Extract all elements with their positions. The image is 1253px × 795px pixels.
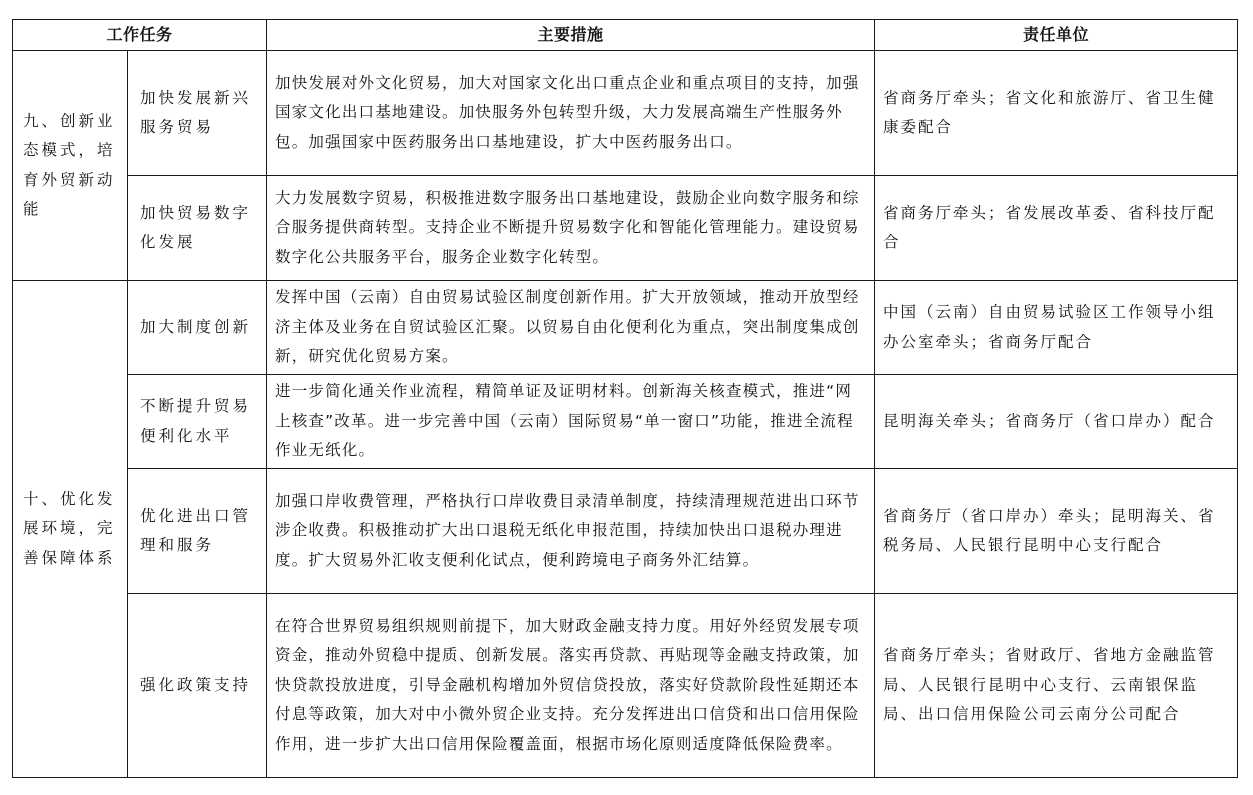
unit-cell: 昆明海关牵头；省商务厅（省口岸办）配合: [875, 375, 1238, 469]
unit-cell: 省商务厅（省口岸办）牵头；昆明海关、省税务局、人民银行昆明中心支行配合: [875, 469, 1238, 594]
measure-cell: 加强口岸收费管理，严格执行口岸收费目录清单制度，持续清理规范进出口环节涉企收费。积极推动扩大出口退税无纸化申报范围，持续加快出口退税办理进度。扩大贸易外汇收支便利化试点，便利跨境电子商务外汇结算。: [267, 469, 875, 594]
unit-cell: 省商务厅牵头；省文化和旅游厅、省卫生健康委配合: [875, 51, 1238, 176]
measure-cell: 大力发展数字贸易，积极推进数字服务出口基地建设，鼓励企业向数字服务和综合服务提供商转型。支持企业不断提升贸易数字化和智能化管理能力。建设贸易数字化公共服务平台，服务企业数字化转型。: [267, 176, 875, 281]
subtask-cell: 不断提升贸易便利化水平: [128, 375, 267, 469]
subtask-cell: 强化政策支持: [128, 594, 267, 778]
table-row: [13, 375, 1238, 469]
subtask-cell: 加快贸易数字化发展: [128, 176, 267, 281]
table-row: [13, 469, 1238, 594]
header-unit: 责任单位: [875, 20, 1238, 51]
measure-cell: 进一步简化通关作业流程，精简单证及证明材料。创新海关核查模式，推进“网上核查”改革。进一步完善中国（云南）国际贸易“单一窗口”功能，推进全流程作业无纸化。: [267, 375, 875, 469]
subtask-cell: 加大制度创新: [128, 281, 267, 375]
subtask-cell: 加快发展新兴服务贸易: [128, 51, 267, 176]
task-cell: 十、优化发展环境，完善保障体系: [13, 281, 128, 778]
header-row: [13, 20, 1238, 51]
measure-cell: 在符合世界贸易组织规则前提下，加大财政金融支持力度。用好外经贸发展专项资金，推动外贸稳中提质、创新发展。落实再贷款、再贴现等金融支持政策，加快贷款投放进度，引导金融机构增加外贸信贷投放，落实好贷款阶段性延期还本付息等政策，加大对中小微外贸企业支持。充分发挥进出口信贷和出口信用保险作用，进一步扩大出口信用保险覆盖面，根据市场化原则适度降低保险费率。: [267, 594, 875, 778]
table-row: [13, 281, 1238, 375]
table-row: [13, 51, 1238, 176]
unit-cell: 省商务厅牵头；省发展改革委、省科技厅配合: [875, 176, 1238, 281]
unit-cell: 中国（云南）自由贸易试验区工作领导小组办公室牵头；省商务厅配合: [875, 281, 1238, 375]
task-cell: 九、创新业态模式，培育外贸新动能: [13, 51, 128, 281]
header-measure: 主要措施: [267, 20, 875, 51]
header-task: 工作任务: [13, 20, 267, 51]
table-row: [13, 594, 1238, 778]
measure-cell: 加快发展对外文化贸易，加大对国家文化出口重点企业和重点项目的支持，加强国家文化出口基地建设。加快服务外包转型升级，大力发展高端生产性服务外包。加强国家中医药服务出口基地建设，扩大中医药服务出口。: [267, 51, 875, 176]
unit-cell: 省商务厅牵头；省财政厅、省地方金融监管局、人民银行昆明中心支行、云南银保监局、出口信用保险公司云南分公司配合: [875, 594, 1238, 778]
task-table: [12, 19, 1238, 778]
measure-cell: 发挥中国（云南）自由贸易试验区制度创新作用。扩大开放领域，推动开放型经济主体及业务在自贸试验区汇聚。以贸易自由化便利化为重点，突出制度集成创新，研究优化贸易方案。: [267, 281, 875, 375]
table-row: [13, 176, 1238, 281]
subtask-cell: 优化进出口管理和服务: [128, 469, 267, 594]
